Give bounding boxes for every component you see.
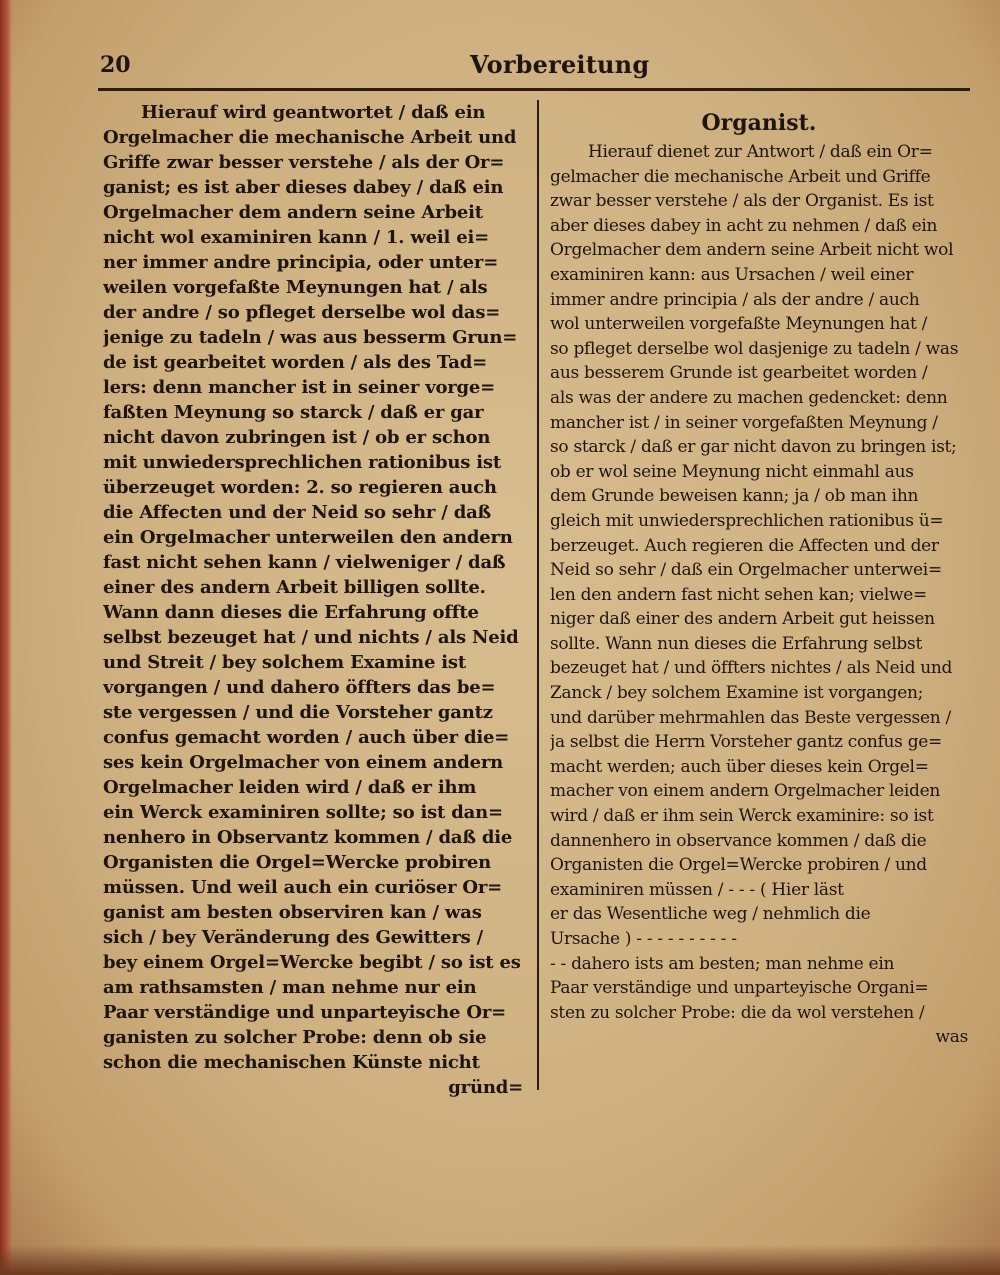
text-line: weilen vorgefaßte Meynungen hat / als [103, 277, 488, 298]
text-line: fast nicht sehen kann / vielweniger / daß [103, 552, 506, 573]
column-divider [537, 100, 539, 1090]
catchword: gründ= [448, 1077, 523, 1098]
text-line: sten zu solcher Probe: die da wol verstehen / [550, 1002, 925, 1023]
text-line: selbst bezeuget hat / und nichts / als Neid [103, 627, 519, 648]
text-line: Organisten die Orgel=Wercke probiren / und [550, 855, 927, 876]
text-line: mit unwiedersprechlichen rationibus ist [103, 452, 501, 473]
text-line: ganist; es ist aber dieses dabey / daß ein [103, 177, 504, 198]
page-edge-bottom [0, 1245, 1000, 1275]
text-line: ob er wol seine Meynung nicht einmahl aus [550, 461, 914, 482]
text-line: ganist am besten observiren kan / was [103, 902, 482, 923]
catchword: was [935, 1027, 968, 1048]
text-line: ner immer andre principia, oder unter= [103, 252, 499, 273]
text-line: confus gemacht worden / auch über die= [103, 727, 510, 748]
text-line: er das Wesentliche weg / nehmlich die [550, 904, 871, 925]
text-line: Paar verständige und unparteyische Organi= [550, 978, 929, 999]
text-line: überzeuget worden: 2. so regieren auch [103, 477, 497, 498]
text-line: sich / bey Veränderung des Gewitters / [103, 927, 483, 948]
text-line: nenhero in Observantz kommen / daß die [103, 827, 513, 848]
text-line: gleich mit unwiedersprechlichen rationibus ü= [550, 510, 944, 531]
text-line: aus besserem Grunde ist gearbeitet worden / [550, 363, 928, 384]
text-line: Orgelmacher die mechanische Arbeit und [103, 127, 517, 148]
text-line: Orgelmacher dem andern seine Arbeit nicht wol [550, 240, 954, 261]
text-line: immer andre principia / als der andre / auch [550, 289, 920, 310]
text-line: nicht wol examiniren kann / 1. weil ei= [103, 227, 490, 248]
left-column [103, 100, 523, 1100]
text-line: mancher ist / in seiner vorgefaßten Meynung / [550, 412, 938, 433]
text-line: examiniren müssen / - - - ( Hier läst [550, 879, 844, 900]
text-line: gelmacher die mechanische Arbeit und Griffe [550, 166, 931, 187]
text-line: Ursache ) - - - - - - - - - - [550, 929, 737, 949]
text-line: examiniren kann: aus Ursachen / weil einer [550, 264, 914, 285]
text-line: jenige zu tadeln / was aus besserm Grun= [103, 327, 518, 348]
text-line: Wann dann dieses die Erfahrung offte [103, 602, 479, 623]
text-line: Orgelmacher dem andern seine Arbeit [103, 202, 483, 223]
text-line: ja selbst die Herrn Vorsteher gantz confus ge= [550, 732, 943, 753]
text-line: bezeuget hat / und öffters nichtes / als Neid und [550, 658, 953, 679]
page-number: 20 [100, 52, 131, 78]
text-line: Organisten die Orgel=Wercke probiren [103, 852, 492, 873]
running-head: Vorbereitung [470, 50, 650, 79]
text-line: Neid so sehr / daß ein Orgelmacher unterwei= [550, 560, 942, 581]
text-line: vorgangen / und dahero öffters das be= [103, 677, 496, 698]
page-edge-left [0, 0, 12, 1275]
text-line: faßten Meynung so starck / daß er gar [103, 402, 484, 423]
text-line: wird / daß er ihm sein Werck examinire: so ist [550, 806, 934, 827]
text-line: macher von einem andern Orgelmacher leiden [550, 781, 941, 802]
text-line: Hierauf wird geantwortet / daß ein [141, 102, 486, 123]
text-line: schon die mechanischen Künste nicht [103, 1052, 480, 1073]
text-line: ses kein Orgelmacher von einem andern [103, 752, 504, 773]
text-line: so pfleget derselbe wol dasjenige zu tadeln / was [550, 338, 959, 359]
text-line: dannenhero in observance kommen / daß die [550, 830, 927, 851]
header-rule [98, 88, 970, 91]
text-line: wol unterweilen vorgefaßte Meynungen hat / [550, 314, 928, 335]
text-line: dem Grunde beweisen kann; ja / ob man ihn [550, 486, 919, 507]
text-line: de ist gearbeitet worden / als des Tad= [103, 352, 488, 373]
text-line: ein Orgelmacher unterweilen den andern [103, 527, 513, 548]
text-line: als was der andere zu machen gedencket: denn [550, 387, 948, 408]
text-line: lers: denn mancher ist in seiner vorge= [103, 377, 496, 398]
text-line: macht werden; auch über dieses kein Orgel= [550, 756, 929, 777]
text-line: sollte. Wann nun dieses die Erfahrung selbst [550, 633, 922, 654]
text-line: len den andern fast nicht sehen kan; vielwe= [550, 584, 927, 605]
text-line: und Streit / bey solchem Examine ist [103, 652, 466, 673]
column-title: Organist. [701, 110, 817, 136]
text-line: einer des andern Arbeit billigen sollte. [103, 577, 486, 598]
text-line: ste vergessen / und die Vorsteher gantz [103, 702, 493, 723]
text-line: bey einem Orgel=Wercke begibt / so ist es [103, 952, 521, 973]
text-line: die Affecten und der Neid so sehr / daß [103, 502, 492, 523]
text-line: zwar besser verstehe / als der Organist. Es ist [550, 191, 934, 212]
text-line: niger daß einer des andern Arbeit gut heissen [550, 609, 935, 630]
right-column [550, 106, 968, 1050]
text-line: nicht davon zubringen ist / ob er schon [103, 427, 491, 448]
text-line: berzeuget. Auch regieren die Affecten und der [550, 535, 939, 556]
text-line: der andre / so pfleget derselbe wol das= [103, 302, 501, 323]
text-line: ein Werck examiniren sollte; so ist dan= [103, 802, 503, 823]
text-line: Hierauf dienet zur Antwort / daß ein Or= [588, 142, 933, 162]
text-line: aber dieses dabey in acht zu nehmen / daß ein [550, 215, 938, 236]
text-line: am rathsamsten / man nehme nur ein [103, 977, 477, 998]
text-line: und darüber mehrmahlen das Beste vergessen / [550, 707, 951, 728]
text-line: Zanck / bey solchem Examine ist vorgangen; [550, 683, 924, 704]
text-line: Orgelmacher leiden wird / daß er ihm [103, 777, 477, 798]
text-line: müssen. Und weil auch ein curiöser Or= [103, 877, 503, 898]
text-line: Paar verständige und unparteyische Or= [103, 1002, 506, 1023]
text-line: so starck / daß er gar nicht davon zu bringen ist; [550, 437, 957, 458]
text-line: ganisten zu solcher Probe: denn ob sie [103, 1027, 487, 1048]
text-line: - - dahero ists am besten; man nehme ein [550, 953, 895, 974]
text-line: Griffe zwar besser verstehe / als der Or= [103, 152, 505, 173]
